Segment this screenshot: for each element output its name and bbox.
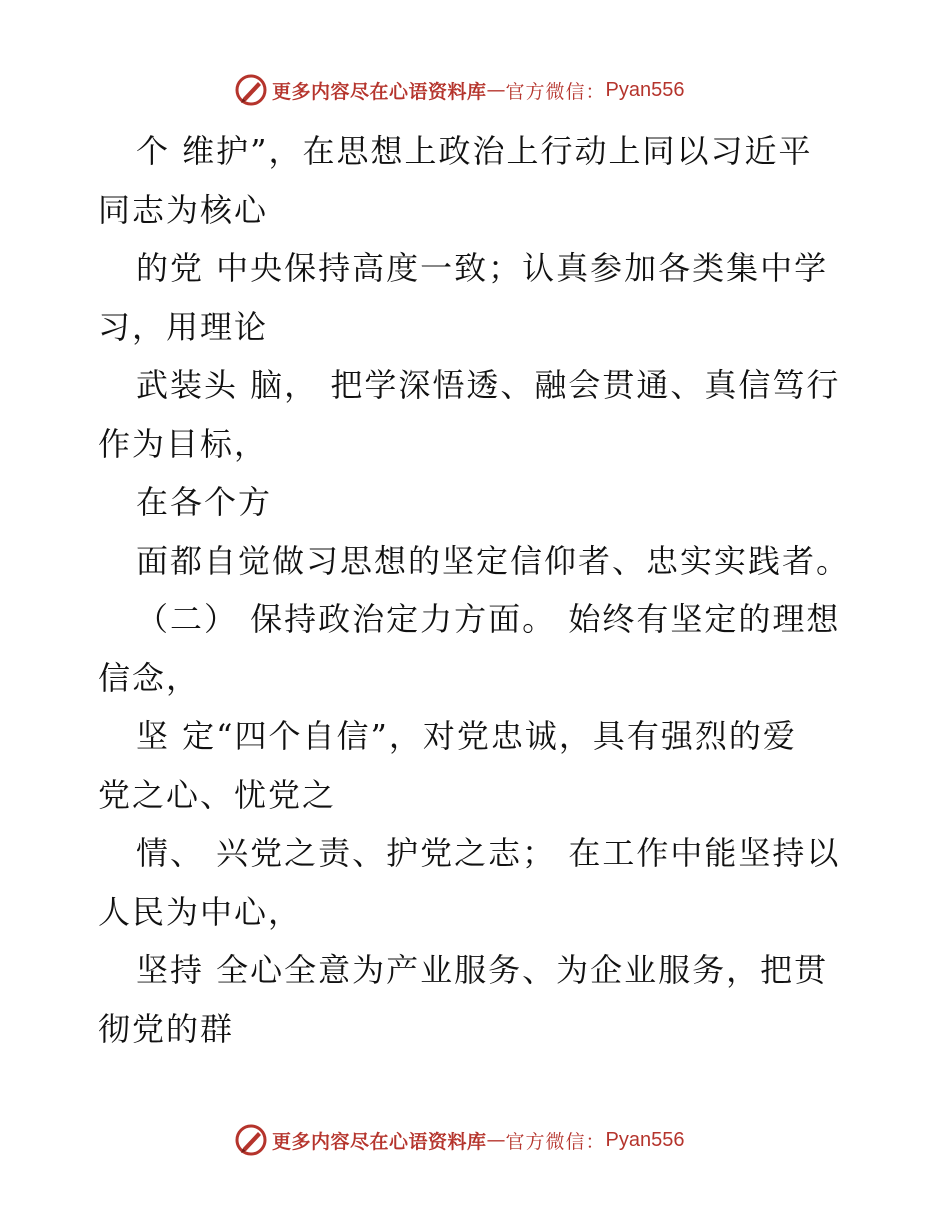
- banner-brand-text: 更多内容尽在心语资料库: [272, 80, 487, 103]
- body-line: 在各个方: [136, 483, 273, 521]
- body-line: 同志为核心: [98, 190, 269, 229]
- banner-separator: —: [486, 1129, 506, 1151]
- banner-wechat-label: 官方微信：: [505, 80, 606, 103]
- banner-wechat-handle: Pyan556: [605, 78, 685, 101]
- body-line: 情、 兴党之责、护党之志； 在工作中能坚持以: [136, 834, 841, 872]
- footer-banner: [234, 1122, 685, 1158]
- body-line: 党之心、忧党之: [98, 775, 337, 814]
- header-banner: [234, 72, 685, 108]
- body-line: 坚持 全心全意为产业服务、为企业服务，把贯: [136, 951, 829, 989]
- body-line: 作为目标，: [98, 424, 269, 463]
- pen-logo-icon: [234, 1123, 268, 1157]
- body-line: 面都自觉做习思想的坚定信仰者、忠实实践者。: [136, 541, 851, 580]
- document-body: [98, 122, 858, 1058]
- body-line: 武装头 脑， 把学深悟透、融会贯通、真信笃行: [136, 366, 841, 404]
- banner-wechat-label: 官方微信：: [505, 1130, 606, 1153]
- body-line: （二） 保持政治定力方面。 始终有坚定的理想: [136, 600, 841, 638]
- banner-separator: —: [486, 79, 506, 101]
- pen-logo-icon: [234, 73, 268, 107]
- banner-brand-text: 更多内容尽在心语资料库: [272, 1130, 487, 1153]
- banner-wechat-handle: Pyan556: [605, 1128, 685, 1151]
- body-line: 信念，: [98, 658, 201, 697]
- body-line: 人民为中心，: [98, 892, 303, 931]
- body-line: 习，用理论: [98, 307, 269, 346]
- body-line: 的党 中央保持高度一致；认真参加各类集中学: [136, 249, 829, 287]
- body-line: 坚 定“四个自信”，对党忠诚，具有强烈的爱: [136, 717, 797, 755]
- body-line: 个 维护”，在思想上政治上行动上同以习近平: [136, 132, 813, 170]
- body-line: 彻党的群: [98, 1009, 235, 1048]
